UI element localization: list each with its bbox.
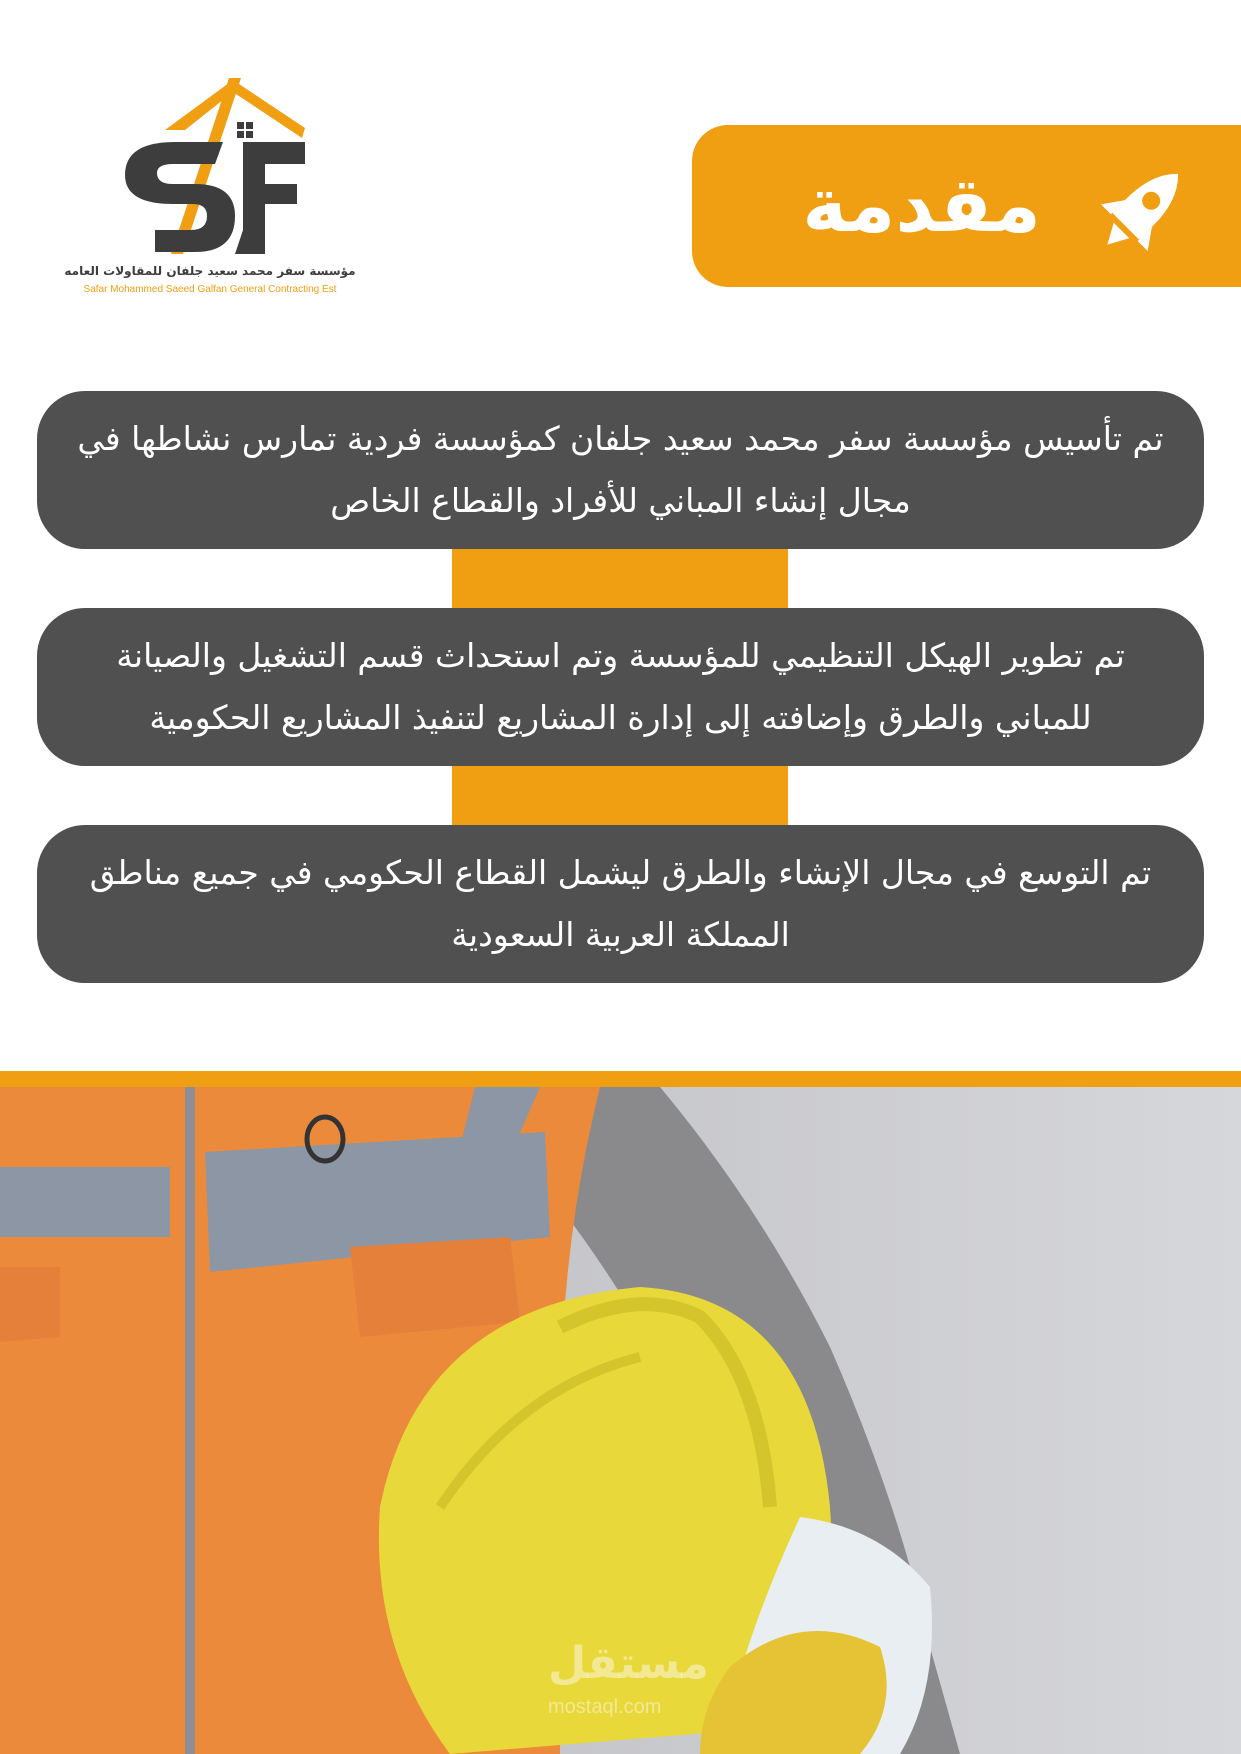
info-card-founding [37,391,1204,549]
title-banner [692,125,1241,287]
connector-bar [452,765,788,827]
photo-divider [0,1071,1241,1087]
page-title: مقدمة [802,160,1041,249]
info-card-text: تم التوسع في مجال الإنشاء والطرق ليشمل القطاع الحكومي في جميع مناطق المملكة العربية السعودية [89,853,1152,954]
sf-logo-icon [115,70,305,260]
rocket-icon [1087,155,1197,265]
info-card-text: تم تأسيس مؤسسة سفر محمد سعيد جلفان كمؤسسة فردية تمارس نشاطها في مجال إنشاء المباني للأفراد والقطاع الخاص [77,419,1164,520]
logo-name-arabic: مؤسسة سفر محمد سعيد جلفان للمقاولات العامه [64,264,356,278]
connector-bar [452,548,788,610]
info-card-text: تم تطوير الهيكل التنظيمي للمؤسسة وتم استحداث قسم التشغيل والصيانة للمباني والطرق وإضافته إلى إدارة المشاريع لتنفيذ المشاريع الحكومية [116,636,1125,737]
info-card-development [37,608,1204,766]
company-logo [60,70,360,310]
watermark-arabic: مستقل [548,1638,709,1689]
info-card-expansion [37,825,1204,983]
logo-name-english: Safar Mohammed Saeed Galfan General Contracting Est [83,284,337,295]
watermark-english: mostaql.com [548,1696,662,1718]
